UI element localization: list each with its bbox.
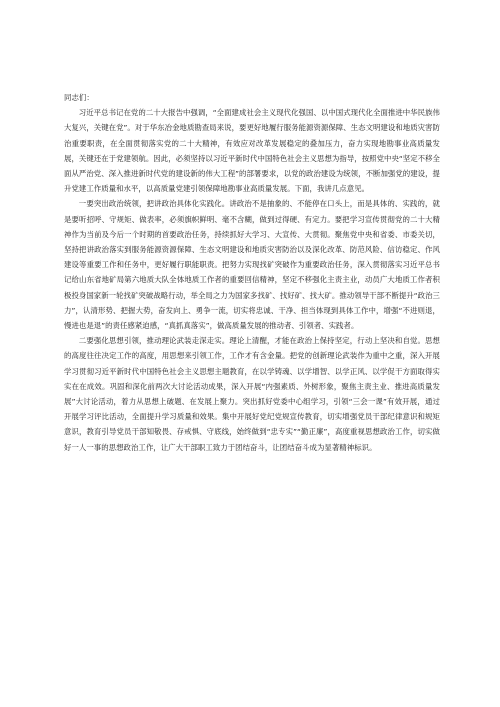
salutation: 同志们：	[64, 93, 94, 102]
paragraph-intro: 习近平总书记在党的二十大报告中强调，“全面建成社会主义现代化强国、以中国式现代化全面推进中华民族伟大复兴，关键在党”。对于华东冶金地质勘查局来说，要更好地履行服务能源资源保障、生态文明建设和地质灾害防治重要职责，在全面贯彻落实党的二十大精神，有效应对改革发展稳定的叠加压力，奋力实现地勘事业高质量发展，关键还在于党建领航。因此，必须坚持以习近平新时代中国特色社会主义思想为指导，按照党中央“坚定不移全面从严治党、深入推进新时代党的建设新的伟大工程”的部署要求，以党的政治建设为统领，不断加强党的建设，提升党建工作质量和水平，以高质量党建引领保障地勘事业高质量发展。下面，我讲几点意见。	[64, 108, 440, 194]
paragraph-ideological-guidance: 二要强化思想引领，推动理论武装走深走实。理论上清醒，才能在政治上保持坚定，行动上坚决和自觉。思想的高度往往决定工作的高度，用思想来引领工作，工作才有含金量。把党的创新理论武装作为重中之重，深入开展学习贯彻习近平新时代中国特色社会主义思想主题教育，在以学铸魂、以学增智、以学正风、以学促干方面取得实实在在成效。巩固和深化前两次大讨论活动成果，深入开展“内强素质、外树形象，聚焦主责主业、推进高质量发展”大讨论活动，着力从思想上破题、在发展上聚力。突出抓好党委中心组学习，引领“三会一课”有效开展，通过开展学习评比活动，全面提升学习质量和效果。集中开展好党纪党规宣传教育，切实增强党员干部纪律意识和规矩意识，教育引导党员干部知敬畏、存戒惧、守底线，始终做到“忠专实”“勤正廉”，高度重视思想政治工作，切实做好一人一事的思想政治工作，让广大干部职工致力于团结奋斗，让团结奋斗成为显著精神标识。	[64, 336, 440, 452]
document-page	[64, 0, 440, 707]
paragraph-political-leadership: 一要突出政治统领，把讲政治具体化实践化。讲政治不是抽象的、不能停在口头上，而是具体的、实践的，就是要听招呼、守规矩、做表率，必须旗帜鲜明、毫不含糊，做到过得硬、有定力。要把学习宣传贯彻党的二十大精神作为当前及今后一个时期的首要政治任务，持续抓好大学习、大宣传、大贯彻。聚焦党中央和省委、市委关切，坚持把讲政治落实到服务能源资源保障、生态文明建设和地质灾害防治以及深化改革、防范风险、信访稳定、作风建设等重要工作和任务中，更好履行职能职责。把努力实现找矿突破作为重要政治任务，深入贯彻落实习近平总书记给山东省地矿局第六地质大队全体地质工作者的重要回信精神，坚定不移强化主责主业，动员广大地质工作者积极投身国家新一轮找矿突破战略行动，举全局之力为国家多找矿、找好矿、找大矿。推动领导干部不断提升“政治三力”，认清形势、把握大势，奋发向上、勇争一流，切实将忠诚、干净、担当体现到具体工作中，增强“不进则退，慢进也是退”的责任感紧迫感，“真抓真落实”，做高质量发展的推动者、引领者、实践者。	[64, 199, 440, 331]
document-body	[64, 90, 440, 455]
